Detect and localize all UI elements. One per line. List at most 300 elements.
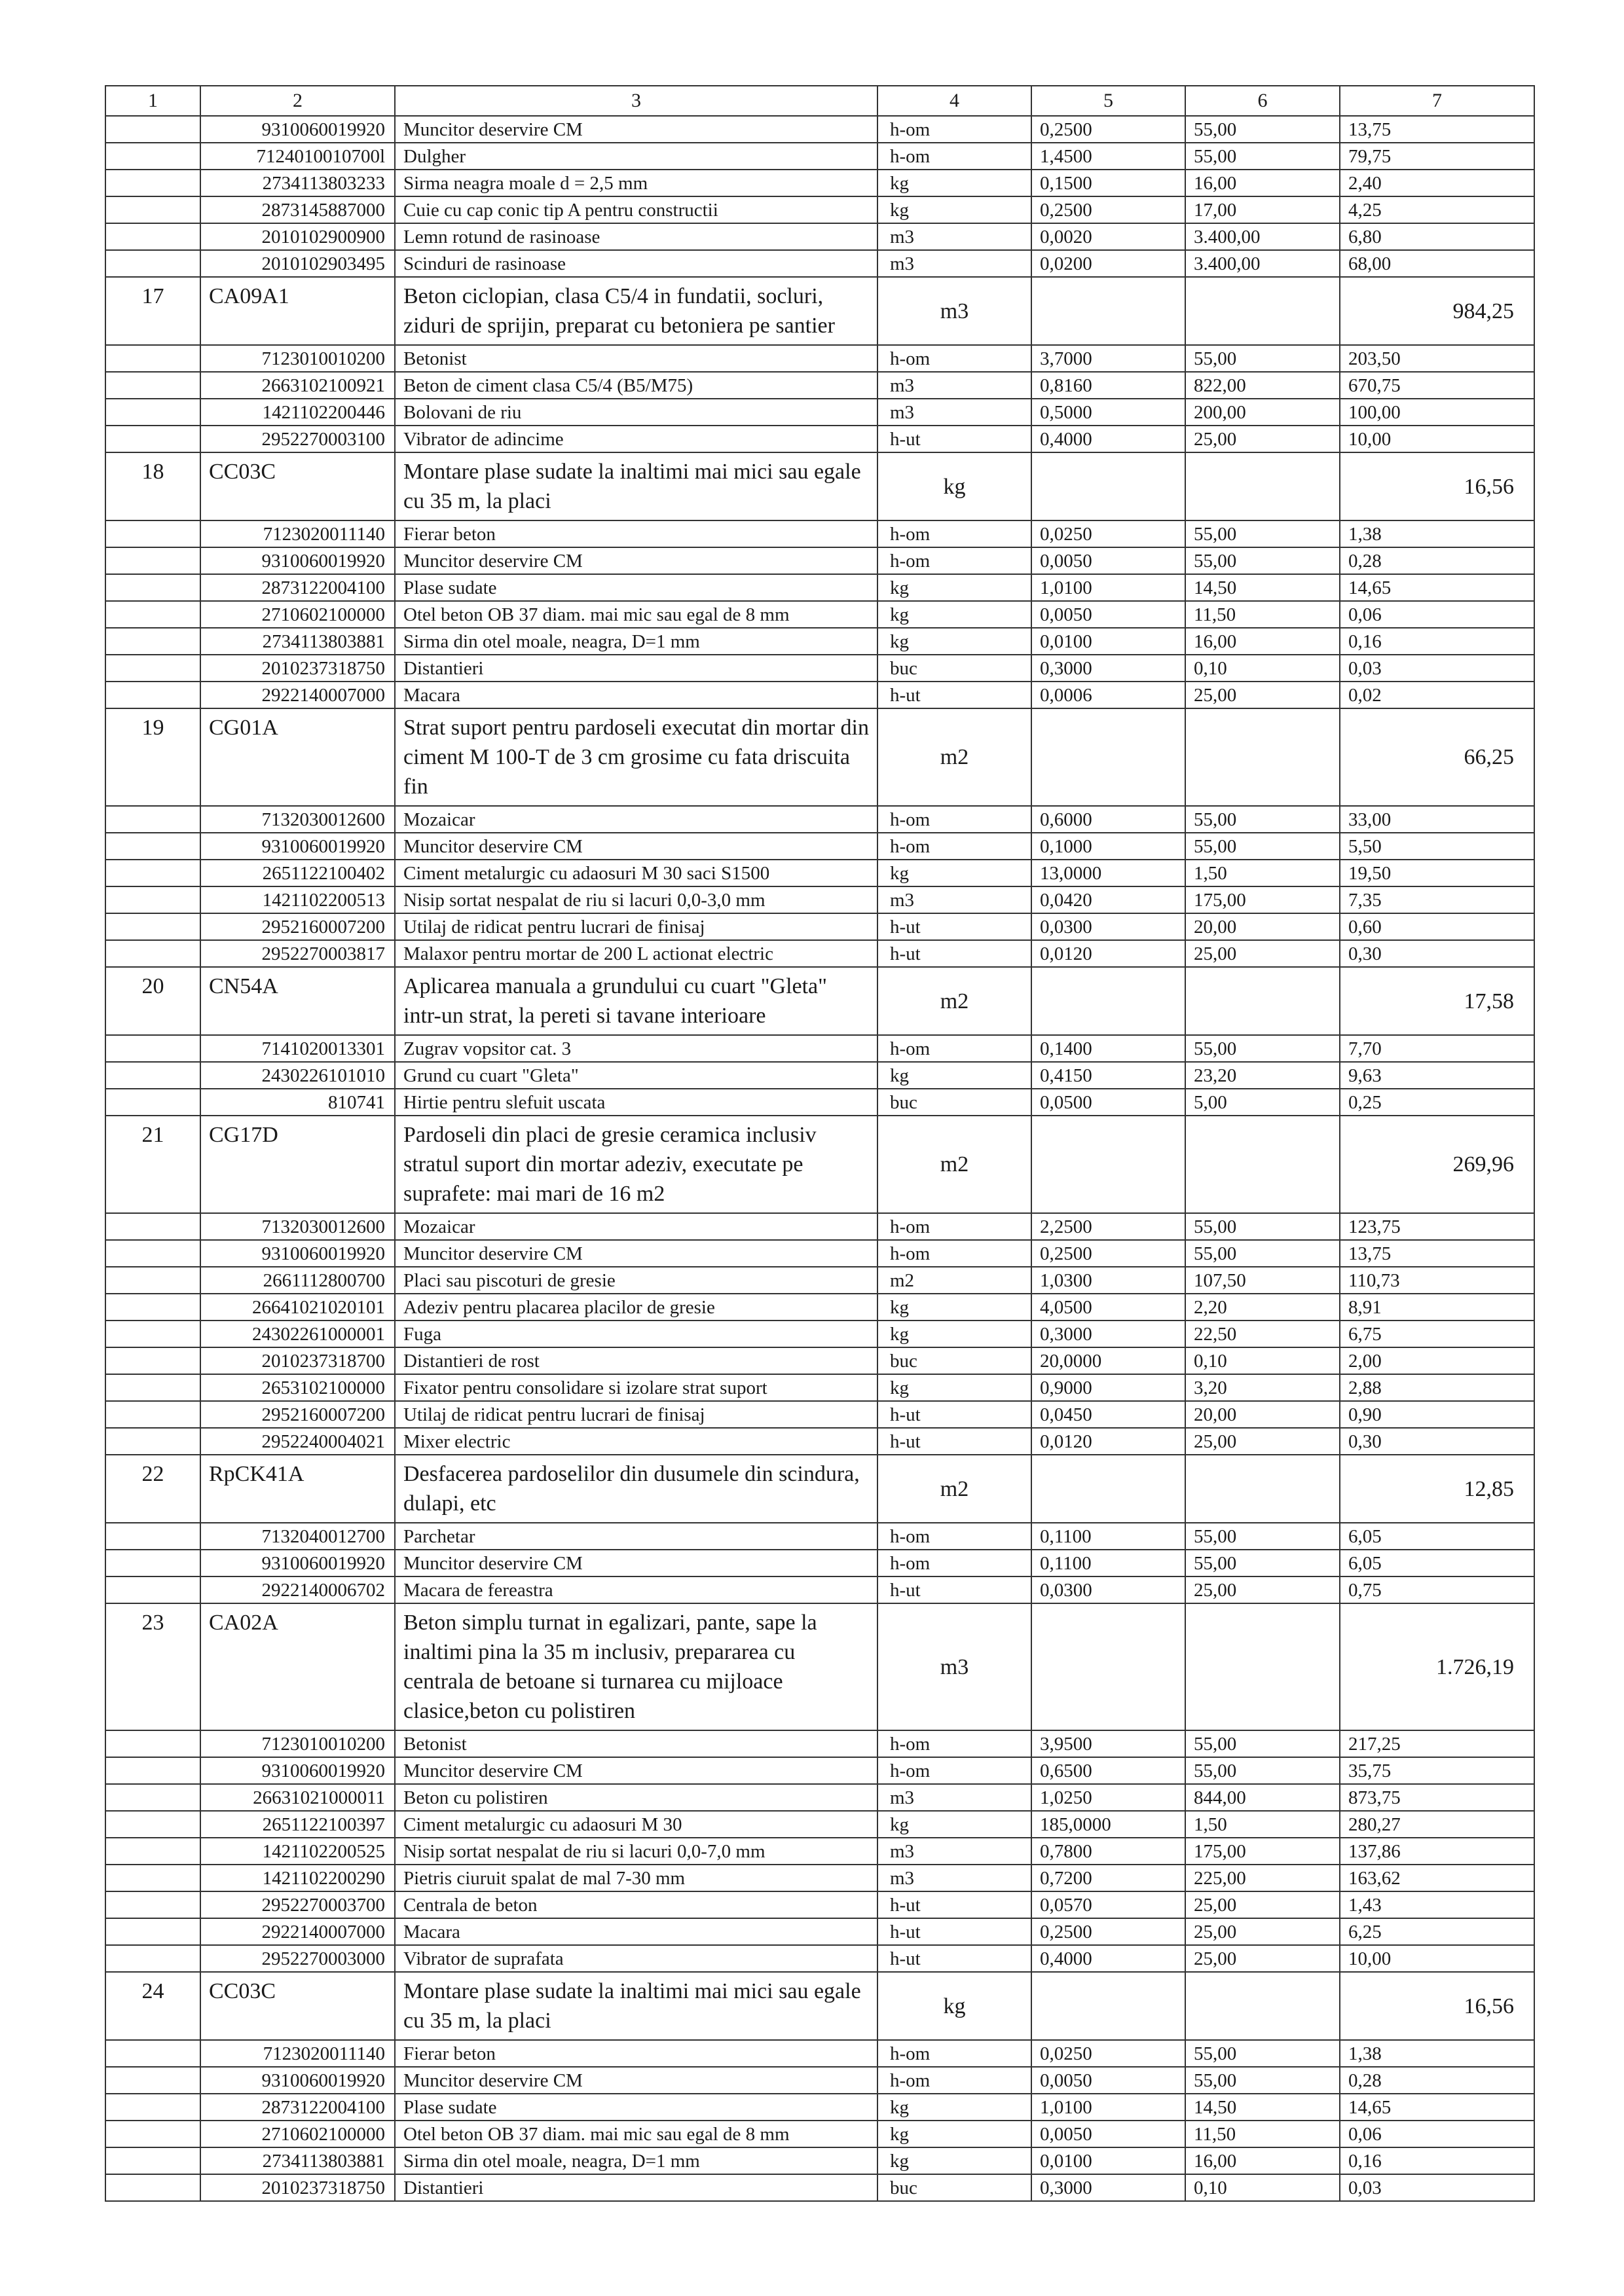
empty-cell <box>105 886 200 913</box>
resource-value: 100,00 <box>1340 399 1534 426</box>
resource-row <box>105 1523 1534 1550</box>
resource-code: 9310060019920 <box>200 116 395 143</box>
article-code: CN54A <box>200 967 395 1035</box>
resource-code: 1421102200290 <box>200 1865 395 1891</box>
resource-unit-price: 1,50 <box>1185 1811 1340 1838</box>
resource-value: 79,75 <box>1340 143 1534 170</box>
resource-unit: h-om <box>877 806 1031 833</box>
resource-unit-price: 3.400,00 <box>1185 250 1340 277</box>
empty-cell <box>105 345 200 372</box>
resource-unit-price: 55,00 <box>1185 116 1340 143</box>
resource-quantity: 0,0050 <box>1031 601 1185 628</box>
resource-quantity: 0,0420 <box>1031 886 1185 913</box>
resource-row <box>105 520 1534 547</box>
article-description: Strat suport pentru pardoseli executat din mortar din ciment M 100-T de 3 cm grosime cu fata driscuita fin <box>395 708 877 806</box>
resource-value: 0,03 <box>1340 2174 1534 2201</box>
resource-unit: m3 <box>877 886 1031 913</box>
resource-quantity: 0,0100 <box>1031 2147 1185 2174</box>
resource-quantity: 0,0050 <box>1031 547 1185 574</box>
resource-quantity: 0,0500 <box>1031 1089 1185 1116</box>
article-row <box>105 1116 1534 1213</box>
resource-value: 670,75 <box>1340 372 1534 399</box>
resource-row <box>105 1784 1534 1811</box>
empty-cell <box>105 1550 200 1576</box>
resource-name: Muncitor deservire CM <box>395 1550 877 1576</box>
resource-unit: kg <box>877 2094 1031 2121</box>
article-total: 1.726,19 <box>1340 1603 1534 1730</box>
resource-code: 2710602100000 <box>200 2121 395 2147</box>
resource-name: Sirma din otel moale, neagra, D=1 mm <box>395 2147 877 2174</box>
empty-cell <box>1031 1972 1185 2040</box>
resource-name: Pietris ciuruit spalat de mal 7-30 mm <box>395 1865 877 1891</box>
article-description: Montare plase sudate la inaltimi mai mici sau egale cu 35 m, la placi <box>395 1972 877 2040</box>
resource-unit-price: 55,00 <box>1185 1240 1340 1267</box>
empty-cell <box>105 143 200 170</box>
resource-code: 26631021000011 <box>200 1784 395 1811</box>
article-total: 16,56 <box>1340 1972 1534 2040</box>
resource-unit: buc <box>877 2174 1031 2201</box>
resource-unit-price: 16,00 <box>1185 628 1340 655</box>
empty-cell <box>105 1089 200 1116</box>
resource-unit-price: 55,00 <box>1185 1035 1340 1062</box>
resource-unit: m3 <box>877 223 1031 250</box>
resource-unit-price: 14,50 <box>1185 2094 1340 2121</box>
resource-quantity: 0,4000 <box>1031 1945 1185 1972</box>
resource-value: 33,00 <box>1340 806 1534 833</box>
resource-row <box>105 116 1534 143</box>
resource-value: 6,75 <box>1340 1321 1534 1347</box>
empty-cell <box>105 1918 200 1945</box>
resource-value: 14,65 <box>1340 574 1534 601</box>
empty-cell <box>105 2121 200 2147</box>
resource-name: Betonist <box>395 345 877 372</box>
resource-value: 873,75 <box>1340 1784 1534 1811</box>
resource-row <box>105 940 1534 967</box>
resource-quantity: 0,9000 <box>1031 1374 1185 1401</box>
resource-name: Macara <box>395 682 877 708</box>
resource-unit: kg <box>877 601 1031 628</box>
resource-row <box>105 1401 1534 1428</box>
resource-unit: h-ut <box>877 1401 1031 1428</box>
resource-unit: h-om <box>877 547 1031 574</box>
empty-cell <box>105 806 200 833</box>
resource-row <box>105 547 1534 574</box>
resource-name: Scinduri de rasinoase <box>395 250 877 277</box>
resource-value: 123,75 <box>1340 1213 1534 1240</box>
resource-unit: m3 <box>877 399 1031 426</box>
resource-name: Zugrav vopsitor cat. 3 <box>395 1035 877 1062</box>
empty-cell <box>105 1321 200 1347</box>
resource-unit-price: 5,00 <box>1185 1089 1340 1116</box>
resource-name: Muncitor deservire CM <box>395 833 877 860</box>
resource-unit-price: 25,00 <box>1185 1918 1340 1945</box>
resource-unit-price: 2,20 <box>1185 1294 1340 1321</box>
resource-row <box>105 1213 1534 1240</box>
resource-unit: h-om <box>877 116 1031 143</box>
resource-code: 810741 <box>200 1089 395 1116</box>
article-unit: m2 <box>877 708 1031 806</box>
article-description: Beton simplu turnat in egalizari, pante, sape la inaltimi pina la 35 m inclusiv, prepararea cu centrala de betoane si turnarea cu mijloace clasice,beton cu polistiren <box>395 1603 877 1730</box>
resource-quantity: 0,4000 <box>1031 426 1185 452</box>
resource-row <box>105 1838 1534 1865</box>
resource-code: 1421102200513 <box>200 886 395 913</box>
resource-unit: h-om <box>877 2040 1031 2067</box>
resource-code: 2952270003700 <box>200 1891 395 1918</box>
resource-name: Distantieri <box>395 655 877 682</box>
resource-quantity: 3,7000 <box>1031 345 1185 372</box>
empty-cell <box>1031 277 1185 345</box>
resource-code: 26641021020101 <box>200 1294 395 1321</box>
article-number: 18 <box>105 452 200 520</box>
resource-unit-price: 25,00 <box>1185 940 1340 967</box>
resource-row <box>105 1347 1534 1374</box>
article-total: 17,58 <box>1340 967 1534 1035</box>
resource-row <box>105 2174 1534 2201</box>
empty-cell <box>1031 1116 1185 1213</box>
empty-cell <box>1185 1116 1340 1213</box>
resource-row <box>105 833 1534 860</box>
resource-name: Malaxor pentru mortar de 200 L actionat electric <box>395 940 877 967</box>
resource-unit-price: 25,00 <box>1185 1428 1340 1455</box>
article-code: CA02A <box>200 1603 395 1730</box>
empty-cell <box>1031 452 1185 520</box>
resource-name: Beton cu polistiren <box>395 1784 877 1811</box>
resource-quantity: 1,0250 <box>1031 1784 1185 1811</box>
resource-quantity: 0,1100 <box>1031 1550 1185 1576</box>
resource-row <box>105 886 1534 913</box>
resource-name: Parchetar <box>395 1523 877 1550</box>
resource-value: 1,38 <box>1340 520 1534 547</box>
resource-unit: buc <box>877 1347 1031 1374</box>
resource-quantity: 0,8160 <box>1031 372 1185 399</box>
resource-unit: h-ut <box>877 426 1031 452</box>
resource-name: Ciment metalurgic cu adaosuri M 30 <box>395 1811 877 1838</box>
article-description: Montare plase sudate la inaltimi mai mici sau egale cu 35 m, la placi <box>395 452 877 520</box>
empty-cell <box>105 1035 200 1062</box>
resource-code: 1421102200525 <box>200 1838 395 1865</box>
article-row <box>105 1972 1534 2040</box>
resource-value: 1,43 <box>1340 1891 1534 1918</box>
resource-unit: h-ut <box>877 940 1031 967</box>
resource-row <box>105 860 1534 886</box>
empty-cell <box>105 1891 200 1918</box>
resource-name: Muncitor deservire CM <box>395 2067 877 2094</box>
resource-row <box>105 2094 1534 2121</box>
empty-cell <box>1185 277 1340 345</box>
resource-row <box>105 2067 1534 2094</box>
article-row <box>105 1603 1534 1730</box>
resource-quantity: 1,0100 <box>1031 2094 1185 2121</box>
empty-cell <box>105 1730 200 1757</box>
resource-unit: m3 <box>877 250 1031 277</box>
resource-name: Distantieri <box>395 2174 877 2201</box>
resource-code: 2734113803881 <box>200 628 395 655</box>
resource-unit: buc <box>877 1089 1031 1116</box>
resource-name: Vibrator de suprafata <box>395 1945 877 1972</box>
resource-quantity: 0,0250 <box>1031 520 1185 547</box>
resource-value: 6,80 <box>1340 223 1534 250</box>
resource-unit-price: 3.400,00 <box>1185 223 1340 250</box>
empty-cell <box>105 682 200 708</box>
resource-unit: kg <box>877 1321 1031 1347</box>
article-number: 24 <box>105 1972 200 2040</box>
resource-name: Muncitor deservire CM <box>395 1240 877 1267</box>
article-number: 19 <box>105 708 200 806</box>
article-row <box>105 967 1534 1035</box>
resource-unit: buc <box>877 655 1031 682</box>
resource-value: 0,60 <box>1340 913 1534 940</box>
empty-cell <box>105 1240 200 1267</box>
resource-quantity: 0,0450 <box>1031 1401 1185 1428</box>
resource-code: 2010237318750 <box>200 655 395 682</box>
resource-unit: h-om <box>877 1213 1031 1240</box>
resource-value: 7,35 <box>1340 886 1534 913</box>
resource-quantity: 185,0000 <box>1031 1811 1185 1838</box>
article-row <box>105 452 1534 520</box>
resource-unit: kg <box>877 1294 1031 1321</box>
resource-unit: h-om <box>877 1523 1031 1550</box>
resource-value: 0,16 <box>1340 2147 1534 2174</box>
empty-cell <box>1185 708 1340 806</box>
empty-cell <box>105 1576 200 1603</box>
article-row <box>105 1455 1534 1523</box>
resource-unit-price: 55,00 <box>1185 1730 1340 1757</box>
resource-value: 8,91 <box>1340 1294 1534 1321</box>
empty-cell <box>1031 967 1185 1035</box>
resource-code: 2952270003000 <box>200 1945 395 1972</box>
article-row <box>105 708 1534 806</box>
resource-unit: h-ut <box>877 682 1031 708</box>
resource-name: Grund cu cuart "Gleta" <box>395 1062 877 1089</box>
resource-quantity: 20,0000 <box>1031 1347 1185 1374</box>
resource-value: 2,88 <box>1340 1374 1534 1401</box>
resource-code: 1421102200446 <box>200 399 395 426</box>
resource-unit-price: 16,00 <box>1185 170 1340 196</box>
empty-cell <box>1031 1455 1185 1523</box>
resource-unit-price: 55,00 <box>1185 833 1340 860</box>
resource-code: 2653102100000 <box>200 1374 395 1401</box>
resource-value: 0,90 <box>1340 1401 1534 1428</box>
resource-quantity: 2,2500 <box>1031 1213 1185 1240</box>
resource-code: 2651122100397 <box>200 1811 395 1838</box>
empty-cell <box>105 1784 200 1811</box>
resource-value: 10,00 <box>1340 426 1534 452</box>
col-header: 1 <box>105 86 200 116</box>
resource-name: Plase sudate <box>395 574 877 601</box>
resource-quantity: 0,2500 <box>1031 1240 1185 1267</box>
resource-name: Fierar beton <box>395 520 877 547</box>
cost-estimate-table <box>105 85 1535 2202</box>
resource-unit: m3 <box>877 1838 1031 1865</box>
resource-unit-price: 11,50 <box>1185 2121 1340 2147</box>
resource-name: Mozaicar <box>395 806 877 833</box>
resource-name: Fuga <box>395 1321 877 1347</box>
resource-value: 280,27 <box>1340 1811 1534 1838</box>
resource-quantity: 0,4150 <box>1031 1062 1185 1089</box>
resource-row <box>105 143 1534 170</box>
resource-value: 6,25 <box>1340 1918 1534 1945</box>
resource-value: 2,00 <box>1340 1347 1534 1374</box>
article-unit: m3 <box>877 277 1031 345</box>
resource-unit: h-ut <box>877 1428 1031 1455</box>
empty-cell <box>1185 1603 1340 1730</box>
resource-quantity: 0,3000 <box>1031 2174 1185 2201</box>
resource-code: 2430226101010 <box>200 1062 395 1089</box>
article-total: 12,85 <box>1340 1455 1534 1523</box>
empty-cell <box>105 1865 200 1891</box>
resource-unit: h-om <box>877 520 1031 547</box>
resource-value: 0,02 <box>1340 682 1534 708</box>
resource-unit: h-ut <box>877 1891 1031 1918</box>
resource-row <box>105 426 1534 452</box>
resource-name: Nisip sortat nespalat de riu si lacuri 0,0-3,0 mm <box>395 886 877 913</box>
resource-name: Plase sudate <box>395 2094 877 2121</box>
resource-quantity: 3,9500 <box>1031 1730 1185 1757</box>
resource-name: Placi sau piscoturi de gresie <box>395 1267 877 1294</box>
resource-unit: h-om <box>877 1240 1031 1267</box>
empty-cell <box>105 1062 200 1089</box>
resource-value: 0,25 <box>1340 1089 1534 1116</box>
resource-quantity: 0,0250 <box>1031 2040 1185 2067</box>
empty-cell <box>105 2094 200 2121</box>
resource-unit: m3 <box>877 372 1031 399</box>
resource-quantity: 0,0020 <box>1031 223 1185 250</box>
empty-cell <box>105 170 200 196</box>
resource-unit-price: 0,10 <box>1185 1347 1340 1374</box>
resource-unit-price: 55,00 <box>1185 806 1340 833</box>
resource-code: 9310060019920 <box>200 1240 395 1267</box>
empty-cell <box>105 1294 200 1321</box>
resource-value: 137,86 <box>1340 1838 1534 1865</box>
article-description: Pardoseli din placi de gresie ceramica inclusiv stratul suport din mortar adeziv, executate pe suprafete: mai mari de 16 m2 <box>395 1116 877 1213</box>
col-header: 6 <box>1185 86 1340 116</box>
resource-quantity: 0,0050 <box>1031 2121 1185 2147</box>
resource-unit-price: 175,00 <box>1185 1838 1340 1865</box>
empty-cell <box>105 833 200 860</box>
resource-unit-price: 25,00 <box>1185 426 1340 452</box>
resource-quantity: 0,0120 <box>1031 940 1185 967</box>
article-total: 269,96 <box>1340 1116 1534 1213</box>
resource-row <box>105 1757 1534 1784</box>
resource-name: Fixator pentru consolidare si izolare strat suport <box>395 1374 877 1401</box>
resource-name: Utilaj de ridicat pentru lucrari de finisaj <box>395 1401 877 1428</box>
empty-cell <box>105 399 200 426</box>
resource-quantity: 0,6500 <box>1031 1757 1185 1784</box>
article-total: 984,25 <box>1340 277 1534 345</box>
resource-name: Muncitor deservire CM <box>395 547 877 574</box>
resource-value: 6,05 <box>1340 1523 1534 1550</box>
resource-unit: h-om <box>877 2067 1031 2094</box>
resource-name: Mozaicar <box>395 1213 877 1240</box>
resource-row <box>105 1865 1534 1891</box>
resource-row <box>105 574 1534 601</box>
resource-row <box>105 1428 1534 1455</box>
resource-row <box>105 655 1534 682</box>
resource-unit: h-ut <box>877 1576 1031 1603</box>
resource-quantity: 0,1500 <box>1031 170 1185 196</box>
resource-name: Cuie cu cap conic tip A pentru constructii <box>395 196 877 223</box>
resource-value: 0,06 <box>1340 601 1534 628</box>
resource-unit-price: 55,00 <box>1185 1213 1340 1240</box>
resource-code: 2952270003100 <box>200 426 395 452</box>
resource-name: Dulgher <box>395 143 877 170</box>
article-description: Desfacerea pardoselilor din dusumele din scindura, dulapi, etc <box>395 1455 877 1523</box>
resource-code: 7132030012600 <box>200 806 395 833</box>
resource-code: 2952240004021 <box>200 1428 395 1455</box>
resource-unit-price: 25,00 <box>1185 1945 1340 1972</box>
resource-unit: h-om <box>877 143 1031 170</box>
article-total: 16,56 <box>1340 452 1534 520</box>
resource-quantity: 0,2500 <box>1031 196 1185 223</box>
col-header: 7 <box>1340 86 1534 116</box>
resource-row <box>105 345 1534 372</box>
resource-name: Bolovani de riu <box>395 399 877 426</box>
article-unit: kg <box>877 1972 1031 2040</box>
resource-unit: kg <box>877 1062 1031 1089</box>
article-code: CG01A <box>200 708 395 806</box>
table-body <box>105 116 1534 2201</box>
article-row <box>105 277 1534 345</box>
empty-cell <box>105 1213 200 1240</box>
resource-row <box>105 1811 1534 1838</box>
empty-cell <box>105 196 200 223</box>
resource-value: 10,00 <box>1340 1945 1534 1972</box>
resource-code: 9310060019920 <box>200 1757 395 1784</box>
empty-cell <box>105 250 200 277</box>
resource-quantity: 0,0300 <box>1031 1576 1185 1603</box>
resource-unit-price: 14,50 <box>1185 574 1340 601</box>
empty-cell <box>105 1838 200 1865</box>
resource-quantity: 0,0100 <box>1031 628 1185 655</box>
empty-cell <box>105 426 200 452</box>
empty-cell <box>105 1401 200 1428</box>
resource-code: 2922140006702 <box>200 1576 395 1603</box>
column-number-header <box>105 86 1534 116</box>
resource-code: 7132030012600 <box>200 1213 395 1240</box>
empty-cell <box>1185 1455 1340 1523</box>
resource-code: 9310060019920 <box>200 1550 395 1576</box>
empty-cell <box>105 1347 200 1374</box>
resource-quantity: 0,1100 <box>1031 1523 1185 1550</box>
resource-unit-price: 107,50 <box>1185 1267 1340 1294</box>
resource-unit-price: 55,00 <box>1185 1757 1340 1784</box>
empty-cell <box>105 116 200 143</box>
resource-name: Fierar beton <box>395 2040 877 2067</box>
article-number: 17 <box>105 277 200 345</box>
empty-cell <box>105 223 200 250</box>
resource-quantity: 0,2500 <box>1031 116 1185 143</box>
resource-unit-price: 55,00 <box>1185 520 1340 547</box>
resource-code: 9310060019920 <box>200 547 395 574</box>
resource-unit-price: 844,00 <box>1185 1784 1340 1811</box>
article-unit: kg <box>877 452 1031 520</box>
resource-row <box>105 1240 1534 1267</box>
article-code: CC03C <box>200 1972 395 2040</box>
resource-value: 14,65 <box>1340 2094 1534 2121</box>
resource-unit: h-om <box>877 1550 1031 1576</box>
resource-unit-price: 55,00 <box>1185 547 1340 574</box>
resource-value: 6,05 <box>1340 1550 1534 1576</box>
resource-unit-price: 55,00 <box>1185 1550 1340 1576</box>
resource-name: Utilaj de ridicat pentru lucrari de finisaj <box>395 913 877 940</box>
article-description: Beton ciclopian, clasa C5/4 in fundatii, socluri, ziduri de sprijin, preparat cu betoniera pe santier <box>395 277 877 345</box>
resource-value: 217,25 <box>1340 1730 1534 1757</box>
resource-unit: kg <box>877 860 1031 886</box>
resource-value: 1,38 <box>1340 2040 1534 2067</box>
empty-cell <box>1031 1603 1185 1730</box>
resource-row <box>105 1294 1534 1321</box>
resource-name: Hirtie pentru slefuit uscata <box>395 1089 877 1116</box>
